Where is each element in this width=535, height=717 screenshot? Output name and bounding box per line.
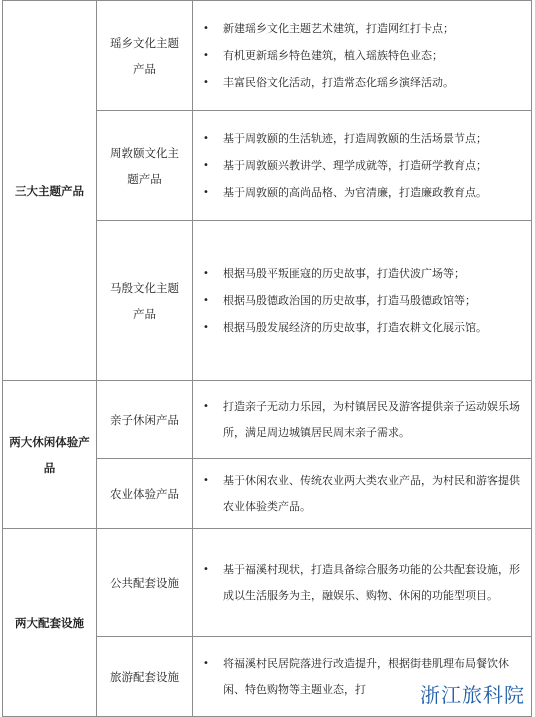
item-text: 基于休闲农业、传统农业两大类农业产品，为村民和游客提供农业体验类产品。 <box>223 473 520 513</box>
item-text: 有机更新瑶乡特色建筑，植入瑶族特色业态； <box>223 49 443 62</box>
bullet-icon: • <box>203 160 209 171</box>
list-item <box>201 394 525 446</box>
category-cell: 两大配套设施 <box>3 529 97 717</box>
item-text: 新建瑶乡文化主题艺术建筑，打造网红打卡点； <box>223 22 454 35</box>
subcategory-cell: 亲子休闲产品 <box>97 381 193 459</box>
items-cell <box>193 459 532 529</box>
subcategory-cell: 瑶乡文化主题产品 <box>97 1 193 111</box>
list-item <box>201 316 525 339</box>
list-item <box>201 468 525 520</box>
items-cell <box>193 111 532 221</box>
bullet-icon: • <box>203 187 209 198</box>
category-cell: 三大主题产品 <box>3 1 97 381</box>
list-item <box>201 557 525 609</box>
item-text: 丰富民俗文化活动，打造常态化瑶乡演绎活动。 <box>223 76 454 89</box>
item-text: 根据马殷平叛匪寇的历史故事，打造伏波广场等； <box>223 267 465 280</box>
item-list <box>201 262 525 339</box>
item-text: 基于福溪村现状，打造具备综合服务功能的公共配套设施，形成以生活服务为主，融娱乐、购物、休闲的功能型项目。 <box>223 562 520 602</box>
items-cell <box>193 1 532 111</box>
item-text: 基于周敦颐兴教讲学、理学成就等，打造研学教育点； <box>223 159 487 172</box>
items-cell <box>193 529 532 637</box>
list-item <box>201 127 525 150</box>
bullet-icon: • <box>203 268 209 279</box>
subcategory-cell: 周敦颐文化主题产品 <box>97 111 193 221</box>
bullet-icon: • <box>203 657 209 669</box>
table-row <box>3 381 532 459</box>
subcategory-cell: 马殷文化主题产品 <box>97 221 193 381</box>
table-row <box>3 1 532 111</box>
bullet-icon: • <box>203 77 209 88</box>
bullet-icon: • <box>203 50 209 61</box>
bullet-icon: • <box>203 295 209 306</box>
item-list <box>201 127 525 204</box>
item-list <box>201 468 525 520</box>
item-text: 根据马殷德政治国的历史故事，打造马殷德政馆等； <box>223 294 476 307</box>
list-item <box>201 289 525 312</box>
bullet-icon: • <box>203 474 209 486</box>
item-list <box>201 394 525 446</box>
items-cell <box>193 381 532 459</box>
bullet-icon: • <box>203 322 209 333</box>
item-text: 根据马殷发展经济的历史故事，打造农耕文化展示馆。 <box>223 321 487 334</box>
items-cell <box>193 221 532 381</box>
list-item <box>201 154 525 177</box>
bullet-icon: • <box>203 23 209 34</box>
item-text: 基于周敦颐的生活轨迹，打造周敦颐的生活场景节点； <box>223 132 487 145</box>
bullet-icon: • <box>203 563 209 575</box>
bullet-icon: • <box>203 133 209 144</box>
watermark-logo: 浙江旅科院 <box>418 679 527 708</box>
list-item <box>201 44 525 67</box>
item-text: 基于周敦颐的高尚品格、为官清廉，打造廉政教育点。 <box>223 186 487 199</box>
subcategory-cell: 公共配套设施 <box>97 529 193 637</box>
subcategory-cell: 农业体验产品 <box>97 459 193 529</box>
list-item <box>201 17 525 40</box>
item-text: 打造亲子无动力乐园，为村镇居民及游客提供亲子运动娱乐场所，满足周边城镇居民周末亲子需求。 <box>223 399 520 439</box>
category-cell: 两大休闲体验产品 <box>3 381 97 529</box>
item-list <box>201 557 525 609</box>
table-row <box>3 529 532 637</box>
list-item <box>201 262 525 285</box>
item-text: 将福溪村民居院落进行改造提升，根据街巷肌理布局餐饮休闲、特色购物等主题业态，打 <box>223 656 509 696</box>
list-item <box>201 181 525 204</box>
item-list <box>201 17 525 94</box>
subcategory-cell: 旅游配套设施 <box>97 637 193 717</box>
bullet-icon: • <box>203 400 209 412</box>
product-table <box>2 0 532 717</box>
list-item <box>201 71 525 94</box>
